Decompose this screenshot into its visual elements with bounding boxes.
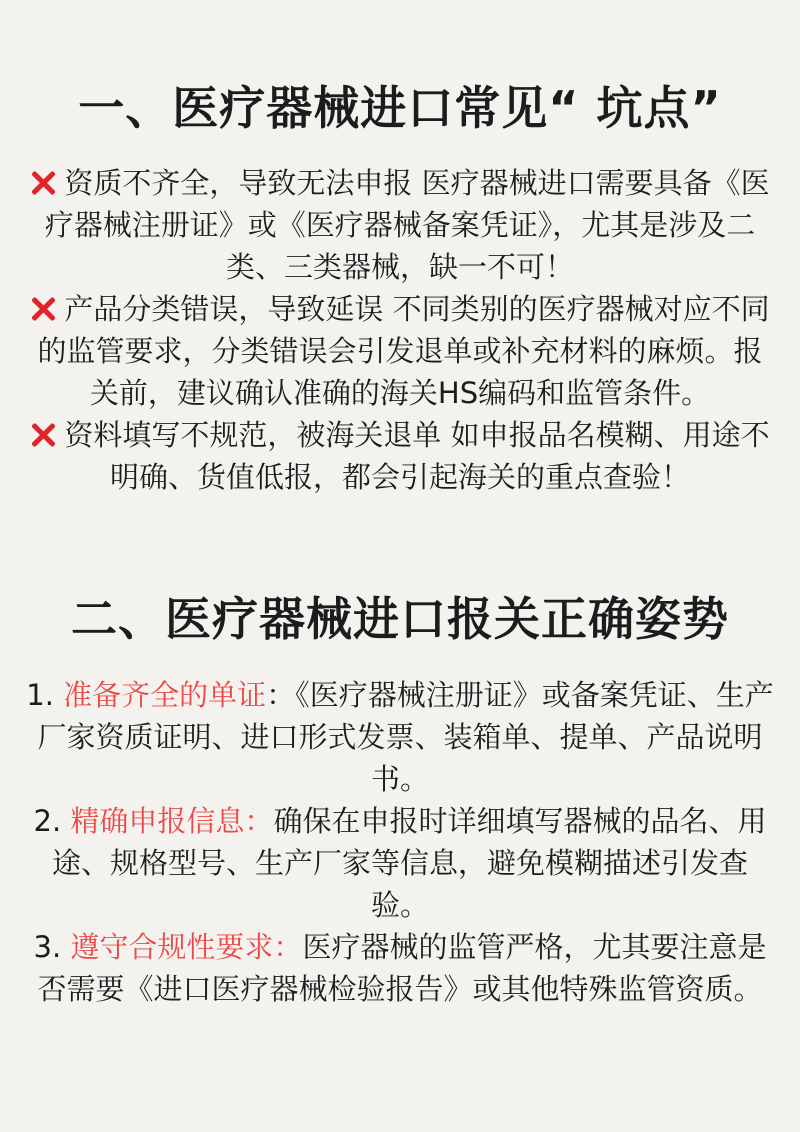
- steps-list: [26, 674, 774, 1010]
- cross-mark-icon: [30, 296, 56, 322]
- step-title: 精确申报信息：: [70, 804, 274, 838]
- step-text: 医疗器械的监管严格，尤其要注意是否需要《进口医疗器械检验报告》或其他特殊监管资质。: [37, 930, 767, 1006]
- pitfall-text: 资料填写不规范，被海关退单 如申报品名模糊、用途不明确、货值低报，都会引起海关的重点查验！: [64, 418, 770, 494]
- step-colon: ：: [266, 678, 296, 712]
- step-text: 确保在申报时详细填写器械的品名、用途、规格型号、生产厂家等信息，避免模糊描述引发查验。: [51, 804, 767, 922]
- pitfall-item: [26, 288, 774, 414]
- cross-mark-icon: [30, 422, 56, 448]
- cross-mark-icon: [30, 170, 56, 196]
- step-item: [26, 674, 774, 800]
- pitfall-item: [26, 162, 774, 288]
- step-text: 《医疗器械注册证》或备案凭证、生产厂家资质证明、进口形式发票、装箱单、提单、产品说明书。: [37, 678, 774, 796]
- step-title: 准备齐全的单证: [63, 678, 267, 712]
- step-item: [26, 800, 774, 926]
- step-number: 1.: [26, 678, 64, 712]
- pitfall-text: 产品分类错误，导致延误 不同类别的医疗器械对应不同的监管要求，分类错误会引发退单或补充材料的麻烦。报关前，建议确认准确的海关HS编码和监管条件。: [37, 292, 770, 410]
- step-title: 遵守合规性要求：: [70, 930, 303, 964]
- pitfall-item: [26, 414, 774, 498]
- step-number: 2.: [33, 804, 71, 838]
- step-item: [26, 926, 774, 1010]
- section-2-heading: 二、医疗器械进口报关正确姿势: [71, 592, 729, 646]
- pitfall-text: 资质不齐全，导致无法申报 医疗器械进口需要具备《医疗器械注册证》或《医疗器械备案凭证》，尤其是涉及二类、三类器械，缺一不可！: [44, 166, 770, 284]
- step-number: 3.: [33, 930, 71, 964]
- pitfalls-list: [26, 162, 774, 498]
- section-1-heading: 一、医疗器械进口常见“ 坑点”: [78, 81, 722, 135]
